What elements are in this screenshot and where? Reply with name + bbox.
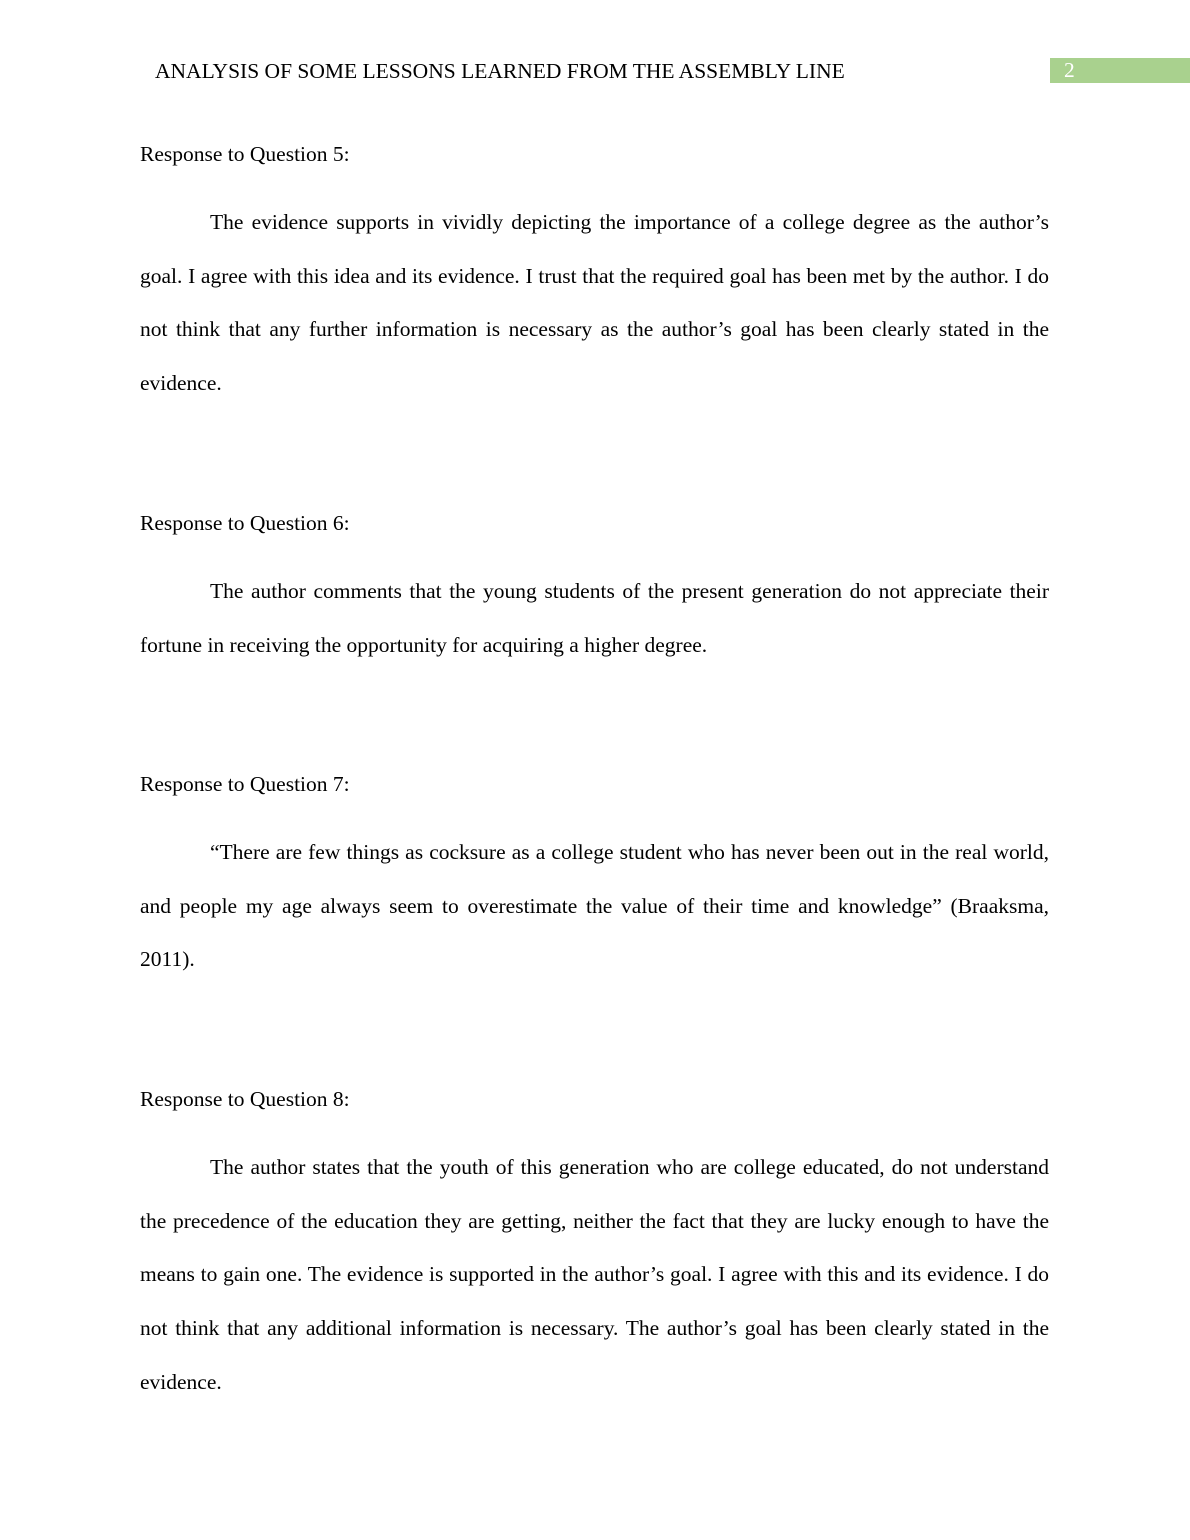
section-heading-q8: Response to Question 8:	[140, 1087, 350, 1111]
section-heading-q6: Response to Question 6:	[140, 511, 350, 535]
section-heading-q7: Response to Question 7:	[140, 772, 350, 796]
running-head: ANALYSIS OF SOME LESSONS LEARNED FROM THE ASSEMBLY LINE	[155, 59, 845, 83]
section-body-q7: “There are few things as cocksure as a college student who has never been out in the real world, and people my age always seem to overestimate the value of their time and knowledge” (Braaksma, 2011).	[140, 840, 1049, 972]
section-body-q8: The author states that the youth of this generation who are college educated, do not understand the precedence of the education they are getting, neither the fact that they are lucky enough to have the means to gain one. The evidence is supported in the author’s goal. I agree with this and its evidence. I do not think that any additional information is necessary. The author’s goal has been clearly stated in the evidence.	[140, 1155, 1049, 1394]
page-number-badge	[1050, 58, 1190, 83]
section-body-q5: The evidence supports in vividly depicting the importance of a college degree as the author’s goal. I agree with this idea and its evidence. I trust that the required goal has been met by the author. I do not think that any further information is necessary as the author’s goal has been clearly stated in the evidence.	[140, 210, 1049, 396]
section-heading-q5: Response to Question 5:	[140, 142, 350, 166]
page-number: 2	[1064, 58, 1075, 82]
section-body-q6: The author comments that the young students of the present generation do not appreciate their fortune in receiving the opportunity for acquiring a higher degree.	[140, 579, 1049, 657]
